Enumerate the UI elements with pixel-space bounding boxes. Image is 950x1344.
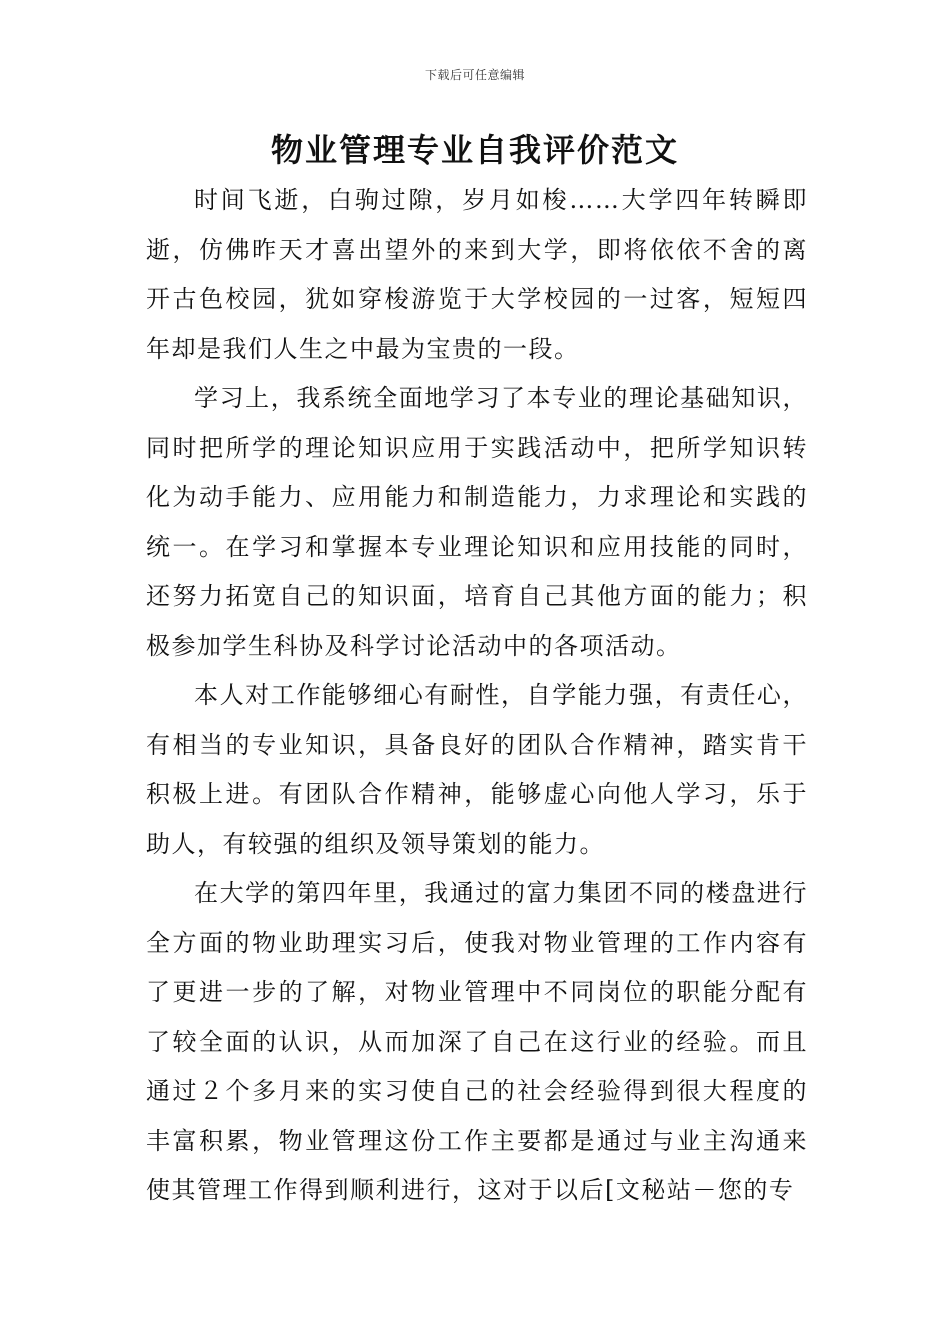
- header-note: 下载后可任意编辑: [424, 68, 525, 82]
- paragraph-3: 本人对工作能够细心有耐性，自学能力强，有责任心，有相当的专业知识，具备良好的团队合作精神，踏实肯干积极上进。有团队合作精神，能够虚心向他人学习，乐于助人，有较强的组织及领导策划的能力。: [146, 681, 808, 858]
- document-title: 物业管理专业自我评价范文: [270, 131, 679, 169]
- paragraph-4: 在大学的第四年里，我通过的富力集团不同的楼盘进行全方面的物业助理实习后，使我对物业管理的工作内容有了更进一步的了解，对物业管理中不同岗位的职能分配有了较全面的认识，从而加深了自己在这行业的经验。而且通过２个多月来的实习使自己的社会经验得到很大程度的丰富积累，物业管理这份工作主要都是通过与业主沟通来使其管理工作得到顺利进行，这对于以后[文秘站－您的专: [146, 879, 808, 1204]
- paragraph-2: 学习上，我系统全面地学习了本专业的理论基础知识，同时把所学的理论知识应用于实践活动中，把所学知识转化为动手能力、应用能力和制造能力，力求理论和实践的统一。在学习和掌握本专业理论知识和应用技能的同时，还努力拓宽自己的知识面，培育自己其他方面的能力；积极参加学生科协及科学讨论活动中的各项活动。: [146, 384, 808, 660]
- paragraph-1: 时间飞逝，白驹过隙，岁月如梭……大学四年转瞬即逝，仿佛昨天才喜出望外的来到大学，即将依依不舍的离开古色校园，犹如穿梭游览于大学校园的一过客，短短四年却是我们人生之中最为宝贵的一段。: [146, 186, 808, 363]
- document-body: [146, 176, 808, 1216]
